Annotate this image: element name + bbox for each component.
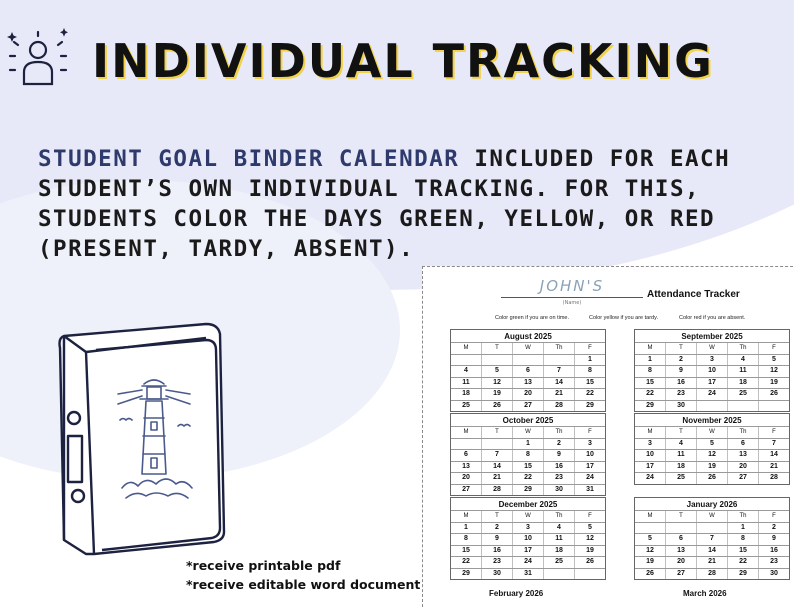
weekday-label: W [512,343,543,354]
calendar-week-row [451,545,605,557]
calendar-day[interactable]: 15 [574,378,605,389]
calendar-day[interactable]: 26 [481,401,512,412]
calendar-week-row [451,449,605,461]
calendar-day[interactable]: 3 [574,439,605,450]
calendar-day[interactable]: 22 [727,557,758,568]
month-calendar [450,413,606,496]
calendar-day[interactable]: 20 [512,389,543,400]
calendar-day[interactable]: 19 [574,546,605,557]
calendar-day[interactable]: 30 [543,485,574,496]
weekday-label: T [665,511,696,522]
calendar-day[interactable]: 8 [574,366,605,377]
calendar-day[interactable]: 19 [696,462,727,473]
calendar-day[interactable]: 3 [696,355,727,366]
calendar-day[interactable]: 22 [512,473,543,484]
calendar-week-row [451,354,605,366]
weekday-label: Th [727,427,758,438]
weekday-label: T [481,343,512,354]
month-calendar [634,329,790,412]
calendar-day[interactable]: 24 [646,474,654,481]
calendar-day[interactable]: 11 [462,378,470,386]
weekday-label: F [574,511,605,522]
calendar-day[interactable]: 2 [665,355,696,366]
calendar-day[interactable]: 20 [462,474,470,481]
weekday-label: T [665,343,696,354]
calendar-week-row [635,545,789,557]
calendar-day[interactable]: 12 [646,546,654,554]
calendar-week-row [635,461,789,473]
calendar-week-row [635,377,789,389]
calendar-day[interactable]: 5 [648,535,652,542]
calendar-week-row [635,568,789,580]
calendar-day[interactable] [574,569,605,580]
calendar-week-row [451,438,605,450]
calendar-day[interactable]: 4 [543,523,574,534]
calendar-day[interactable]: 26 [696,473,727,484]
calendar-day[interactable] [543,569,574,580]
calendar-day[interactable]: 16 [481,546,512,557]
calendar-day[interactable]: 30 [758,569,789,580]
weekday-header [635,426,789,438]
calendar-day[interactable]: 9 [481,534,512,545]
calendar-day[interactable]: 18 [543,546,574,557]
calendar-day[interactable]: 11 [727,366,758,377]
calendar-day[interactable]: 10 [696,366,727,377]
calendar-day[interactable]: 14 [543,378,574,389]
instruction-red: Color red if you are absent. [679,315,746,321]
calendar-day[interactable]: 26 [574,557,605,568]
sheet-student-name: JOHN'S [539,277,605,295]
calendar-week-row [451,533,605,545]
calendar-day[interactable]: 30 [481,569,512,580]
calendar-week-row [635,472,789,484]
calendar-day[interactable] [451,355,481,366]
calendar-day[interactable] [727,401,758,412]
calendar-day[interactable]: 15 [462,546,470,554]
calendar-week-row [635,556,789,568]
calendar-day[interactable]: 8 [464,535,468,542]
calendar-day[interactable]: 22 [462,558,470,565]
calendar-day[interactable]: 17 [512,546,543,557]
calendar-day[interactable]: 1 [464,523,468,531]
calendar-day[interactable]: 2 [543,439,574,450]
calendar-day[interactable]: 16 [543,462,574,473]
weekday-header [635,342,789,354]
calendar-day[interactable]: 23 [543,473,574,484]
calendar-day[interactable]: 25 [727,389,758,400]
weekday-label: W [696,343,727,354]
calendar-day[interactable]: 3 [512,523,543,534]
calendar-day[interactable]: 25 [462,401,470,409]
calendar-month-title: September 2025 [681,332,743,341]
calendar-day[interactable]: 30 [665,401,696,412]
calendar-day[interactable]: 4 [665,439,696,450]
instruction-green: Color green if you are on time. [495,315,569,321]
name-underline [501,297,643,298]
calendar-day[interactable] [481,439,512,450]
calendar-day[interactable]: 23 [481,557,512,568]
description [38,144,758,264]
calendar-title-next: February 2026 [489,589,544,598]
weekday-label: F [758,343,789,354]
page-title: INDIVIDUAL TRACKING [92,34,714,88]
calendar-month-title: January 2026 [686,500,738,509]
calendar-day[interactable]: 10 [512,534,543,545]
weekday-label: F [574,427,605,438]
calendar-day[interactable]: 6 [727,439,758,450]
calendar-week-row [451,556,605,568]
calendar-day[interactable]: 6 [512,366,543,377]
calendar-day[interactable]: 19 [481,389,512,400]
calendar-day[interactable]: 16 [758,546,789,557]
calendar-day[interactable]: 29 [512,485,543,496]
calendar-day[interactable]: 8 [512,450,543,461]
calendar-week-row [635,365,789,377]
calendar-day[interactable] [758,401,789,412]
person-sparkle-icon [6,26,70,92]
month-calendar [634,497,790,580]
calendar-day[interactable]: 27 [462,485,470,493]
calendar-day[interactable]: 25 [665,473,696,484]
calendar-week-row [451,461,605,473]
attendance-sheet [422,266,794,607]
calendar-week-row [451,484,605,496]
calendar-week-row [635,522,789,534]
calendar-day[interactable]: 1 [574,355,605,366]
calendar-month-title: November 2025 [682,416,742,425]
calendar-day[interactable]: 12 [758,366,789,377]
calendar-day[interactable]: 9 [758,534,789,545]
calendar-day[interactable]: 26 [758,389,789,400]
calendar-day[interactable]: 13 [462,462,470,470]
calendar-day[interactable]: 1 [727,523,758,534]
calendar-day[interactable]: 15 [646,378,654,386]
weekday-label: W [512,511,543,522]
weekday-label: T [481,511,512,522]
weekday-label: F [758,427,789,438]
weekday-label: W [512,427,543,438]
calendar-day[interactable]: 21 [481,473,512,484]
calendar-day[interactable]: 28 [758,473,789,484]
calendar-week-row [635,354,789,366]
weekday-header [451,426,605,438]
weekday-label: Th [543,511,574,522]
calendar-day[interactable]: 7 [758,439,789,450]
weekday-label: W [696,427,727,438]
calendar-day[interactable]: 3 [648,439,652,447]
calendar-day[interactable]: 27 [665,569,696,580]
calendar-week-row [451,568,605,580]
calendar-day[interactable]: 8 [727,534,758,545]
calendar-week-row [451,400,605,412]
calendar-day[interactable]: 21 [696,557,727,568]
weekday-label: M [463,429,469,435]
calendar-day[interactable]: 9 [665,366,696,377]
calendar-day[interactable]: 15 [727,546,758,557]
calendar-month-title: August 2025 [504,332,552,341]
binder-lighthouse-icon [56,318,236,558]
calendar-day[interactable]: 2 [481,523,512,534]
calendar-day[interactable]: 28 [481,485,512,496]
calendar-day[interactable]: 18 [462,390,470,397]
name-caption: (Name) [562,300,582,306]
weekday-label: F [758,511,789,522]
calendar-day[interactable]: 24 [512,557,543,568]
calendar-day[interactable] [696,401,727,412]
weekday-label: M [647,513,653,519]
instruction-yellow: Color yellow if you are tardy. [589,315,658,321]
calendar-day[interactable] [451,439,481,450]
calendar-week-row [635,533,789,545]
calendar-day[interactable]: 5 [481,366,512,377]
weekday-label: M [463,513,469,519]
calendar-day[interactable]: 22 [646,390,654,397]
calendar-day[interactable]: 4 [464,367,468,374]
calendar-day[interactable]: 13 [512,378,543,389]
calendar-day[interactable]: 5 [758,355,789,366]
note-item: *receive editable word document [186,577,421,592]
weekday-header [451,510,605,522]
calendar-day[interactable]: 20 [727,462,758,473]
calendar-day[interactable]: 19 [646,558,654,565]
calendar-day[interactable]: 7 [543,366,574,377]
calendar-day[interactable]: 22 [574,389,605,400]
calendar-week-row [451,365,605,377]
calendar-month-title: December 2025 [498,500,558,509]
weekday-label: M [463,345,469,351]
calendar-day[interactable]: 23 [758,557,789,568]
calendar-day[interactable]: 12 [696,450,727,461]
description-text: INCLUDED FOR EACH STUDENT’S OWN INDIVIDUAL TRACKING. FOR THIS, STUDENTS COLOR THE DAYS GREEN, YELLOW, OR RED (PRESENT, TARDY, ABSENT). [38,146,731,262]
weekday-label: M [647,429,653,435]
calendar-day[interactable]: 18 [665,462,696,473]
calendar-day[interactable]: 19 [758,378,789,389]
calendar-day[interactable]: 31 [512,569,543,580]
calendar-day[interactable]: 14 [696,546,727,557]
calendar-day[interactable]: 17 [646,462,654,470]
calendar-day[interactable]: 10 [574,450,605,461]
calendar-day[interactable] [512,355,543,366]
calendar-day[interactable]: 26 [646,569,654,577]
month-calendar [450,497,606,580]
calendar-week-row [635,438,789,450]
calendar-week-row [635,400,789,412]
calendar-day[interactable]: 9 [543,450,574,461]
calendar-day[interactable]: 16 [665,378,696,389]
weekday-label: Th [727,343,758,354]
calendar-day[interactable]: 12 [574,534,605,545]
weekday-header [451,342,605,354]
calendar-day[interactable]: 7 [481,450,512,461]
calendar-day[interactable]: 14 [481,462,512,473]
calendar-week-row [451,522,605,534]
calendar-day[interactable]: 28 [543,401,574,412]
sheet-title: Attendance Tracker [647,289,740,300]
calendar-title-next: March 2026 [683,589,727,598]
calendar-day[interactable] [696,523,727,534]
calendar-day[interactable]: 4 [727,355,758,366]
calendar-day[interactable]: 17 [696,378,727,389]
calendar-day[interactable] [481,355,512,366]
calendar-day[interactable] [635,523,665,534]
calendar-day[interactable]: 1 [648,355,652,363]
calendar-day[interactable] [543,355,574,366]
weekday-label: T [665,427,696,438]
calendar-day[interactable]: 25 [543,557,574,568]
calendar-day[interactable]: 1 [512,439,543,450]
calendar-day[interactable]: 5 [574,523,605,534]
calendar-day[interactable]: 29 [462,569,470,577]
calendar-week-row [451,377,605,389]
calendar-day[interactable]: 6 [665,534,696,545]
calendar-day[interactable]: 5 [696,439,727,450]
weekday-label: Th [543,343,574,354]
calendar-day[interactable]: 20 [665,557,696,568]
calendar-day[interactable]: 14 [758,450,789,461]
weekday-label: F [574,343,605,354]
weekday-label: Th [727,511,758,522]
calendar-day[interactable]: 8 [648,367,652,374]
calendar-day[interactable]: 28 [696,569,727,580]
calendar-day[interactable]: 12 [481,378,512,389]
calendar-week-row [635,449,789,461]
weekday-label: W [696,511,727,522]
calendar-day[interactable]: 11 [543,534,574,545]
weekday-label: T [481,427,512,438]
calendar-day[interactable] [665,523,696,534]
calendar-week-row [451,472,605,484]
calendar-day[interactable]: 27 [512,401,543,412]
calendar-day[interactable]: 10 [646,451,654,458]
calendar-day[interactable]: 29 [727,569,758,580]
calendar-day[interactable]: 2 [758,523,789,534]
calendar-day[interactable]: 29 [646,401,654,409]
calendar-day[interactable]: 11 [665,450,696,461]
calendar-day[interactable]: 13 [665,546,696,557]
calendar-day[interactable]: 7 [696,534,727,545]
calendar-day[interactable]: 15 [512,462,543,473]
calendar-day[interactable]: 6 [464,451,468,458]
month-calendar [634,413,790,485]
calendar-day[interactable]: 21 [758,462,789,473]
calendar-day[interactable]: 13 [727,450,758,461]
calendar-day[interactable]: 24 [574,473,605,484]
note-item: *receive printable pdf [186,558,341,573]
weekday-label: Th [543,427,574,438]
calendar-month-title: October 2025 [502,416,554,425]
description-highlight: STUDENT GOAL BINDER CALENDAR [38,146,460,172]
calendar-day[interactable]: 27 [727,473,758,484]
weekday-header [635,510,789,522]
month-calendar [450,329,606,412]
weekday-label: M [647,345,653,351]
calendar-week-row [635,388,789,400]
calendar-day[interactable]: 18 [727,378,758,389]
notes [186,556,420,594]
calendar-day[interactable]: 31 [574,485,605,496]
calendar-day[interactable]: 29 [574,401,605,412]
calendar-day[interactable]: 24 [696,389,727,400]
calendar-day[interactable]: 21 [543,389,574,400]
calendar-week-row [451,388,605,400]
calendar-day[interactable]: 17 [574,462,605,473]
calendar-day[interactable]: 23 [665,389,696,400]
